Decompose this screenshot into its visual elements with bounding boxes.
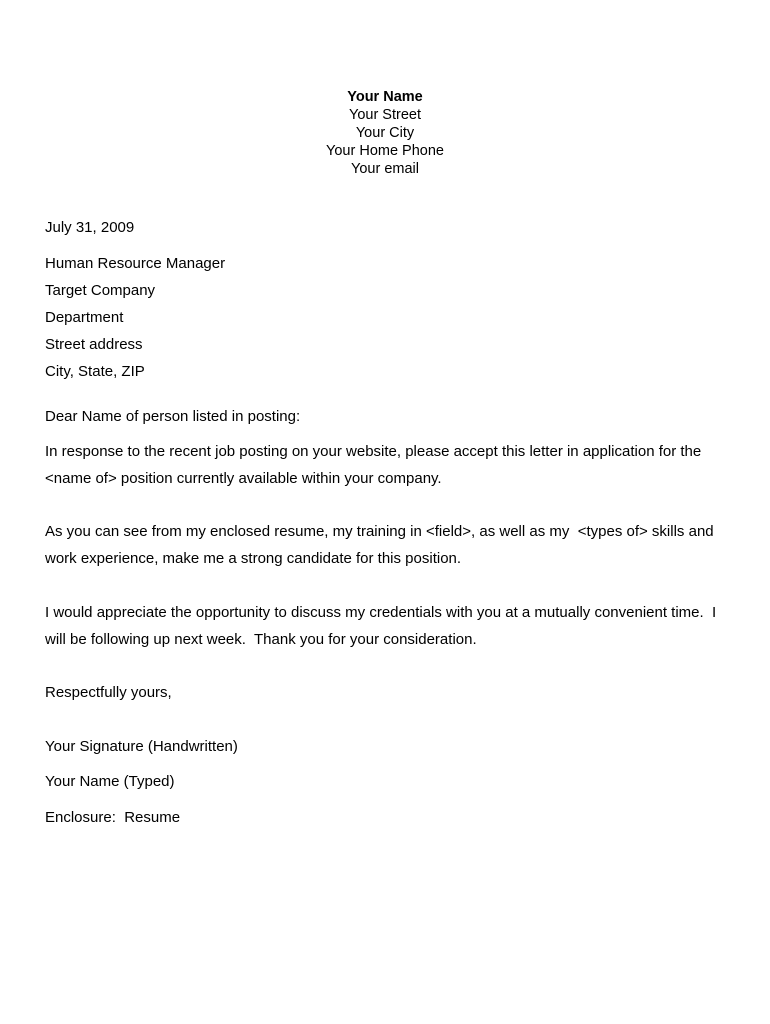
- recipient-line: Target Company: [45, 282, 156, 299]
- recipient-line: City, State, ZIP: [45, 363, 145, 380]
- enclosure-line: Enclosure: Resume: [45, 809, 181, 826]
- typed-name-placeholder: Your Name (Typed): [45, 773, 175, 790]
- paragraph: As you can see from my enclosed resume, my training in <field>, as well as my <types of> skills and work experience, make me a strong candidate for this position.: [45, 523, 718, 567]
- paragraph: In response to the recent job posting on your website, please accept this letter in application for the <name of> position currently available within your company.: [45, 443, 706, 487]
- salutation: Dear Name of person listed in posting:: [45, 408, 301, 425]
- sender-phone: Your Home Phone: [326, 143, 444, 159]
- sender-city: Your City: [355, 125, 415, 141]
- sender-street: Your Street: [348, 107, 421, 123]
- letter-date: July 31, 2009: [45, 219, 135, 236]
- closing-line: Respectfully yours,: [45, 684, 172, 701]
- signature-placeholder: Your Signature (Handwritten): [45, 738, 238, 755]
- recipient-line: Street address: [45, 336, 143, 353]
- recipient-block: [45, 250, 720, 385]
- sender-email: Your email: [351, 161, 419, 177]
- sender-header: [0, 88, 770, 178]
- sender-name: Your Name: [347, 89, 423, 105]
- recipient-line: Department: [45, 309, 124, 326]
- paragraph: I would appreciate the opportunity to discuss my credentials with you at a mutually convenient time. I will be following up next week. Thank you for your consideration.: [45, 604, 721, 648]
- recipient-line: Human Resource Manager: [45, 255, 226, 272]
